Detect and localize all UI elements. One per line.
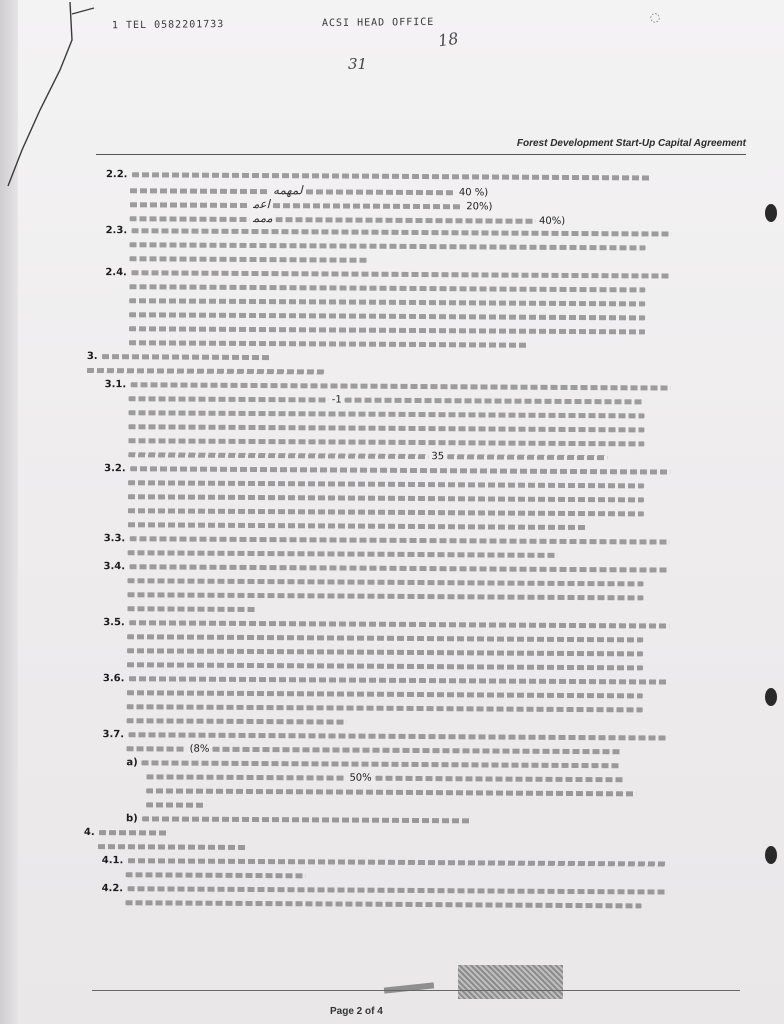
illegible-text <box>128 480 644 488</box>
punch-hole <box>765 846 777 864</box>
illegible-text <box>129 312 645 320</box>
punch-hole <box>765 688 777 706</box>
illegible-text <box>127 578 643 586</box>
handwritten-page-number: 18 <box>436 28 460 51</box>
fax-phone: 1 TEL 0582201733 <box>111 19 225 32</box>
illegible-text <box>129 620 669 628</box>
illegible-text <box>99 830 169 835</box>
clause-number: 3.7. <box>102 729 125 741</box>
illegible-text <box>128 452 428 459</box>
illegible-text <box>128 508 644 516</box>
illegible-text <box>131 228 671 236</box>
illegible-text <box>146 802 206 807</box>
illegible-text <box>276 217 536 224</box>
clause-number: 2.3. <box>105 225 128 237</box>
illegible-text <box>130 188 270 194</box>
age-limit: 35 <box>431 451 445 463</box>
item-letter: a) <box>126 757 138 769</box>
illegible-text <box>127 858 667 866</box>
illegible-text <box>129 326 645 334</box>
item-letter: b) <box>125 813 138 825</box>
agreement-body <box>83 168 748 914</box>
section-number: 3. <box>86 350 98 363</box>
illegible-text <box>129 340 529 347</box>
illegible-text <box>128 438 644 446</box>
illegible-text <box>128 550 558 558</box>
illegible-text <box>213 746 623 754</box>
illegible-text <box>102 354 272 360</box>
illegible-text <box>129 284 645 292</box>
illegible-text <box>345 397 645 404</box>
illegible-text <box>129 298 645 306</box>
illegible-text <box>129 256 369 262</box>
illegible-text <box>130 202 250 208</box>
illegible-text <box>127 886 667 894</box>
percentage: 40%) <box>539 215 566 227</box>
header-title: Forest Development Start-Up Capital Agreement <box>516 138 746 149</box>
illegible-text <box>273 203 463 209</box>
running-header <box>96 138 746 152</box>
illegible-text <box>128 410 644 418</box>
illegible-text <box>128 494 644 502</box>
item-percentage: 50% <box>349 772 372 784</box>
clause-number: 4.1. <box>101 855 124 867</box>
illegible-text <box>128 732 668 740</box>
illegible-text <box>127 662 643 670</box>
illegible-text <box>375 775 625 782</box>
handwritten-doc-number: 31 <box>348 55 368 73</box>
illegible-text <box>126 900 642 908</box>
clause-number: 3.4. <box>103 561 126 573</box>
stamp-impression <box>458 965 563 999</box>
illegible-text <box>130 382 670 390</box>
illegible-text <box>127 648 643 656</box>
illegible-text <box>127 718 347 724</box>
illegible-text <box>142 816 472 823</box>
header-rule <box>96 154 746 155</box>
illegible-text <box>128 424 644 432</box>
corner-mark: ◌ <box>648 9 662 25</box>
clause-line <box>83 896 743 914</box>
clause-number: 3.6. <box>102 673 125 685</box>
illegible-text <box>146 774 346 780</box>
illegible-text <box>130 466 670 474</box>
illegible-text <box>130 242 646 250</box>
illegible-text <box>127 634 643 642</box>
illegible-text <box>306 189 456 195</box>
illegible-text <box>126 746 186 751</box>
handwritten-amount: ﻣﻣﻤ <box>252 211 273 226</box>
clause-number: 3.1. <box>104 379 127 391</box>
illegible-text <box>87 367 327 373</box>
illegible-text <box>126 872 306 878</box>
illegible-text <box>128 522 588 530</box>
ink-mark <box>384 982 434 993</box>
clause-number-value: -1 <box>331 394 342 406</box>
handwritten-amount: ﻟﻤﻬﻤﻪ <box>273 183 303 198</box>
percentage: 20%) <box>466 201 493 213</box>
handwritten-amount: ﺍﻋﻣ <box>252 197 270 212</box>
illegible-text <box>129 396 329 402</box>
clause-number: 3.2. <box>104 463 126 475</box>
illegible-text <box>131 270 671 278</box>
illegible-text <box>129 536 669 544</box>
clause-number: 3.5. <box>103 617 125 629</box>
illegible-text <box>146 788 636 796</box>
illegible-text <box>128 676 668 684</box>
illegible-text <box>131 172 651 180</box>
illegible-text <box>127 690 643 698</box>
clause-number: 2.2. <box>105 169 128 181</box>
illegible-text <box>127 606 257 612</box>
illegible-text <box>127 592 643 600</box>
clause-number: 3.3. <box>103 533 126 545</box>
fax-header <box>112 16 542 41</box>
clause-number: 4.2. <box>101 883 124 895</box>
punch-hole <box>765 204 777 222</box>
section-number: 4. <box>83 826 95 839</box>
illegible-text <box>142 760 622 768</box>
percentage: 40 %) <box>458 187 489 199</box>
fax-office-name: ACSI HEAD OFFICE <box>321 16 435 30</box>
illegible-text <box>127 704 643 712</box>
illegible-text <box>98 844 248 850</box>
footer-rule <box>92 990 740 991</box>
illegible-text <box>130 216 250 222</box>
interest-rate: (8% <box>189 743 210 755</box>
clause-number: 2.4. <box>105 267 127 279</box>
page-footer: Page 2 of 4 <box>330 1006 383 1017</box>
margin-pen-stroke <box>0 0 120 190</box>
illegible-text <box>447 454 607 460</box>
illegible-text <box>129 564 669 572</box>
